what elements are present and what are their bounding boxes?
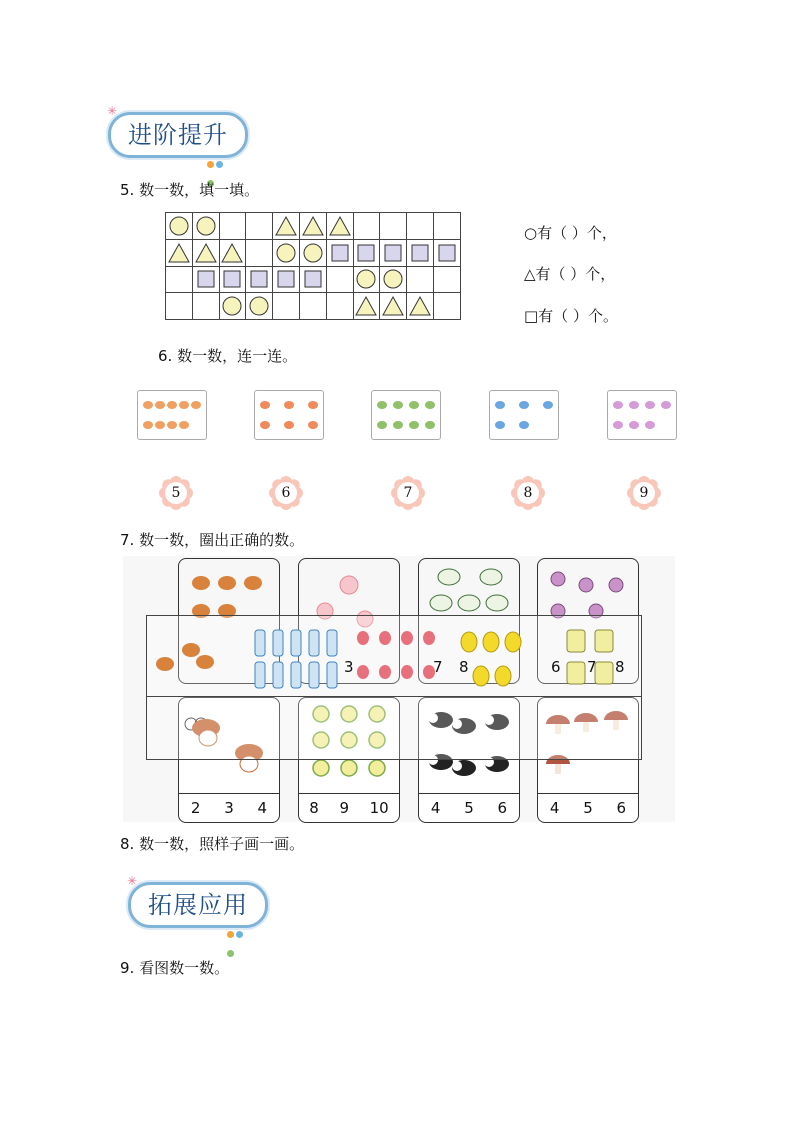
overlay-number[interactable]: 7 <box>433 658 443 676</box>
bottle-icon <box>291 630 301 656</box>
candy-icon <box>379 665 391 679</box>
overlay-number[interactable]: 6 <box>551 658 561 676</box>
grid-cell <box>166 213 193 240</box>
grid-cell <box>326 293 353 320</box>
section-title-extension: 拓展应用 <box>148 891 248 919</box>
overlay-number[interactable]: 8 <box>615 658 625 676</box>
answer-triangle: △有（ ）个， <box>524 265 616 283</box>
question-8-title: 8. 数一数，照样子画一画。 <box>120 835 305 853</box>
number-option[interactable]: 3 <box>224 799 234 817</box>
picture-card-bag[interactable] <box>607 390 677 440</box>
flower-number: 7 <box>403 485 413 501</box>
shape-grid <box>165 212 461 320</box>
leaf-icon <box>458 595 480 611</box>
number-option[interactable]: 6 <box>616 799 627 817</box>
leaf-icon <box>438 569 460 585</box>
grid-cell <box>380 293 407 320</box>
rabbit-bag-icon <box>595 630 613 652</box>
whistle-icon <box>284 401 294 409</box>
candy-icon <box>423 631 435 645</box>
grid-cell <box>273 293 300 320</box>
grid-cell <box>407 213 434 240</box>
grid-cell <box>192 213 219 240</box>
triangle-shape <box>409 295 431 317</box>
lollipop-icon <box>369 760 385 776</box>
grid-cell <box>407 293 434 320</box>
number-flower[interactable] <box>268 475 304 511</box>
bag-icon <box>645 421 655 429</box>
number-option[interactable]: 9 <box>339 799 349 817</box>
overlay-divider <box>147 696 641 697</box>
spoon-icon <box>179 401 189 409</box>
number-option[interactable]: 4 <box>257 799 268 817</box>
square-shape <box>355 242 377 264</box>
cane-icon <box>495 401 505 409</box>
number-option[interactable]: 5 <box>464 799 474 817</box>
section-badge-extension <box>127 874 268 928</box>
grid-cell <box>380 266 407 293</box>
square-shape <box>195 268 217 290</box>
spoon-icon <box>167 421 177 429</box>
number-row <box>538 793 638 822</box>
dots-decoration <box>207 153 233 161</box>
grid-cell <box>246 293 273 320</box>
grid-cell <box>299 239 326 266</box>
answer-circle: ○有（ ）个， <box>524 224 617 242</box>
grid-cell <box>299 293 326 320</box>
gourd-icon <box>393 421 403 429</box>
grid-cell <box>246 213 273 240</box>
pear-icon <box>473 666 489 686</box>
bag-icon <box>613 421 623 429</box>
answer-square: □有（ ）个。 <box>524 307 618 325</box>
bottle-icon <box>327 630 337 656</box>
cane-icon <box>519 421 529 429</box>
pear-icon <box>505 632 521 652</box>
whistle-icon <box>284 421 294 429</box>
grid-cell <box>192 239 219 266</box>
square-shape <box>436 242 458 264</box>
grid-cell <box>353 239 380 266</box>
circle-shape <box>168 215 190 237</box>
spoon-icon <box>179 421 189 429</box>
whistle-icon <box>308 401 318 409</box>
spoon-icon <box>143 401 153 409</box>
candy-icon <box>357 665 369 679</box>
bottle-icon <box>273 662 283 688</box>
number-row <box>419 793 519 822</box>
grid-cell <box>219 213 246 240</box>
triangle-shape <box>168 242 190 264</box>
number-option[interactable]: 4 <box>430 799 441 817</box>
star-icon: ✳ <box>107 104 118 118</box>
number-flower[interactable] <box>390 475 426 511</box>
candy-icon <box>401 631 413 645</box>
triangle-shape <box>329 215 351 237</box>
bottle-icon <box>255 630 265 656</box>
picture-card-spoon[interactable] <box>137 390 207 440</box>
grid-cell <box>166 293 193 320</box>
grid-cell <box>273 239 300 266</box>
whistle-icon <box>260 401 270 409</box>
circle-shape <box>355 268 377 290</box>
bag-icon <box>661 401 671 409</box>
overlay-strip <box>146 615 642 760</box>
square-shape <box>221 268 243 290</box>
triangle-shape <box>355 295 377 317</box>
deer-icon <box>182 643 200 657</box>
circle-shape <box>302 242 324 264</box>
dots-decoration <box>227 923 253 931</box>
leaf-icon <box>430 595 452 611</box>
lollipop-icon <box>341 760 357 776</box>
cane-icon <box>519 401 529 409</box>
gourd-icon <box>425 421 435 429</box>
candy-icon <box>401 665 413 679</box>
grid-cell <box>433 213 460 240</box>
gourd-icon <box>425 401 435 409</box>
question-5-title: 5. 数一数，填一填。 <box>120 181 260 199</box>
grid-cell <box>246 239 273 266</box>
number-option[interactable]: 4 <box>549 799 560 817</box>
picture-card-gourd[interactable] <box>371 390 441 440</box>
number-row <box>179 793 279 822</box>
number-flower[interactable] <box>626 475 662 511</box>
panda-icon <box>452 760 476 776</box>
number-option[interactable]: 5 <box>583 799 593 817</box>
rabbit-bag-icon <box>567 630 585 652</box>
grid-cell <box>219 266 246 293</box>
whistle-icon <box>308 421 318 429</box>
grid-cell <box>192 266 219 293</box>
deer-icon <box>156 657 174 671</box>
gourd-icon <box>377 421 387 429</box>
number-option[interactable]: 6 <box>497 799 508 817</box>
flower-icon <box>551 572 565 586</box>
flower-number: 6 <box>281 485 291 501</box>
grid-cell <box>246 266 273 293</box>
grid-cell <box>433 266 460 293</box>
flower-number: 9 <box>639 485 649 501</box>
cane-icon <box>543 401 553 409</box>
triangle-shape <box>382 295 404 317</box>
bottle-icon <box>309 662 319 688</box>
square-shape <box>329 242 351 264</box>
circle-shape <box>248 295 270 317</box>
circle-shape <box>221 295 243 317</box>
gourd-icon <box>377 401 387 409</box>
flower-icon <box>609 578 623 592</box>
whistle-icon <box>260 421 270 429</box>
bag-icon <box>645 401 655 409</box>
overlay-number[interactable]: 3 <box>344 658 354 676</box>
candy-icon <box>357 631 369 645</box>
grid-cell <box>433 239 460 266</box>
grid-cell <box>299 213 326 240</box>
bag-icon <box>613 401 623 409</box>
pear-icon <box>483 632 499 652</box>
flower-number: 8 <box>523 485 533 501</box>
grid-cell <box>273 213 300 240</box>
gourd-icon <box>409 421 419 429</box>
triangle-shape <box>275 215 297 237</box>
number-flower[interactable] <box>158 475 194 511</box>
grid-cell <box>219 239 246 266</box>
picture-card-whistle[interactable] <box>254 390 324 440</box>
star-icon: ✳ <box>127 874 138 888</box>
circle-shape <box>382 268 404 290</box>
flower-number: 5 <box>171 485 181 501</box>
number-option[interactable]: 10 <box>369 799 389 817</box>
deer-icon <box>244 576 262 590</box>
grid-cell <box>380 239 407 266</box>
cane-icon <box>495 421 505 429</box>
triangle-shape <box>302 215 324 237</box>
grid-cell <box>380 213 407 240</box>
rabbit-bag-icon <box>595 662 613 684</box>
grid-cell <box>273 266 300 293</box>
leaf-icon <box>480 569 502 585</box>
bottle-icon <box>327 662 337 688</box>
grid-cell <box>219 293 246 320</box>
bottle-icon <box>291 662 301 688</box>
grid-cell <box>407 239 434 266</box>
grid-cell <box>326 213 353 240</box>
spoon-icon <box>155 421 165 429</box>
grid-cell <box>326 266 353 293</box>
grid-cell <box>299 266 326 293</box>
spoon-icon <box>155 401 165 409</box>
number-flower[interactable] <box>510 475 546 511</box>
overlay-items <box>147 616 641 696</box>
spoon-icon <box>191 401 201 409</box>
bottle-icon <box>273 630 283 656</box>
bottle-icon <box>255 662 265 688</box>
circle-shape <box>275 242 297 264</box>
rabbit-bag-icon <box>567 662 585 684</box>
square-shape <box>302 268 324 290</box>
pear-icon <box>495 666 511 686</box>
square-shape <box>248 268 270 290</box>
square-shape <box>382 242 404 264</box>
bag-icon <box>629 421 639 429</box>
deer-icon <box>196 655 214 669</box>
gourd-icon <box>409 401 419 409</box>
deer-icon <box>218 576 236 590</box>
grid-cell <box>353 293 380 320</box>
grid-cell <box>353 213 380 240</box>
gourd-icon <box>393 401 403 409</box>
number-option[interactable]: 2 <box>190 799 201 817</box>
square-shape <box>409 242 431 264</box>
grid-cell <box>353 266 380 293</box>
section-badge-advanced <box>107 104 248 158</box>
number-row <box>299 793 399 822</box>
grid-cell <box>192 293 219 320</box>
spoon-icon <box>167 401 177 409</box>
peach-icon <box>340 576 358 594</box>
number-option[interactable]: 8 <box>309 799 319 817</box>
grid-cell <box>326 239 353 266</box>
grid-cell <box>433 293 460 320</box>
leaf-icon <box>486 595 508 611</box>
grid-cell <box>407 266 434 293</box>
question-9-title: 9. 看图数一数。 <box>120 959 230 977</box>
deer-icon <box>192 576 210 590</box>
question-7-title: 7. 数一数，圈出正确的数。 <box>120 531 305 549</box>
grid-cell <box>166 239 193 266</box>
pear-icon <box>461 632 477 652</box>
candy-icon <box>379 631 391 645</box>
spoon-icon <box>143 421 153 429</box>
bottle-icon <box>309 630 319 656</box>
question-6-title: 6. 数一数，连一连。 <box>158 347 298 365</box>
lollipop-icon <box>313 760 329 776</box>
picture-card-cane[interactable] <box>489 390 559 440</box>
triangle-shape <box>221 242 243 264</box>
overlay-number[interactable]: 7 <box>587 658 597 676</box>
triangle-shape <box>195 242 217 264</box>
circle-shape <box>195 215 217 237</box>
bag-icon <box>629 401 639 409</box>
section-title-advanced: 进阶提升 <box>128 121 228 149</box>
flower-icon <box>579 578 593 592</box>
square-shape <box>275 268 297 290</box>
overlay-number[interactable]: 8 <box>459 658 469 676</box>
grid-cell <box>166 266 193 293</box>
